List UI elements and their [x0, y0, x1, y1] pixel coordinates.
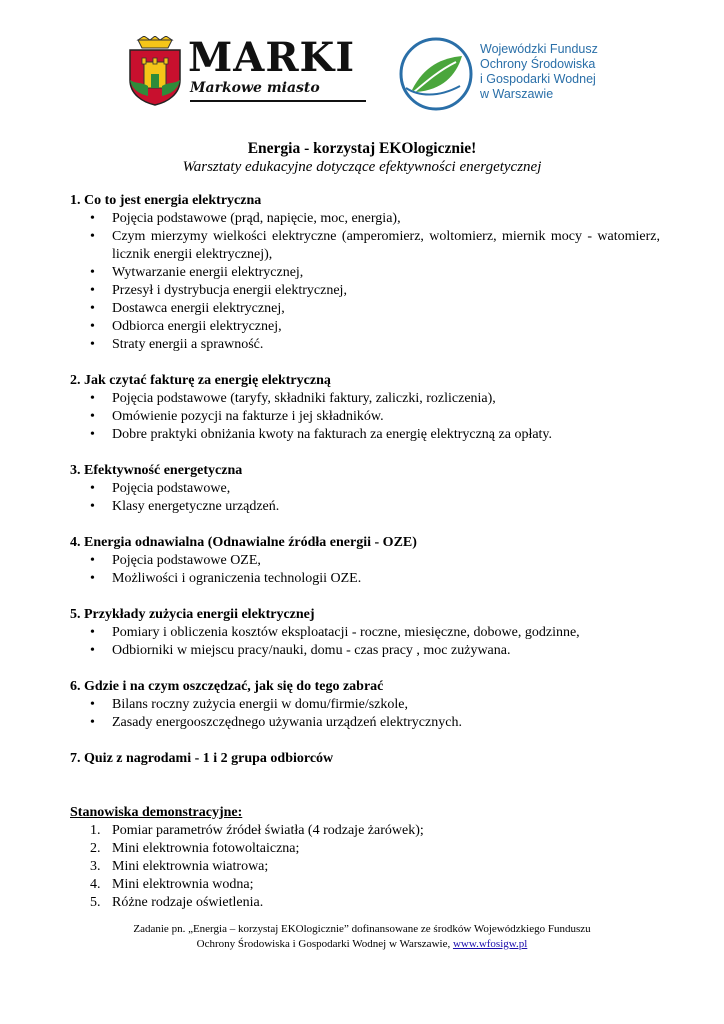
- section-2: [70, 372, 660, 444]
- bullet-list: [70, 696, 660, 732]
- section-title: 4. Energia odnawialna (Odnawialne źródła energii - OZE): [70, 535, 417, 550]
- list-item: • Zasady energooszczędnego używania urządzeń elektrycznych.: [70, 714, 660, 732]
- item-number: 3.: [90, 859, 101, 874]
- bullet-list: [70, 210, 660, 354]
- section-title: 3. Efektywność energetyczna: [70, 463, 243, 478]
- list-item: • Przesył i dystrybucja energii elektrycznej,: [70, 282, 660, 300]
- wfosigw-leaf-icon: [398, 36, 474, 112]
- list-item: • Dostawca energii elektrycznej,: [70, 300, 660, 318]
- item-text: Mini elektrownia wiatrowa;: [112, 859, 269, 874]
- list-item: • Omówienie pozycji na fakturze i jej składników.: [70, 408, 660, 426]
- list-item: [70, 840, 660, 858]
- section-title: 7. Quiz z nagrodami - 1 i 2 grupa odbiorców: [70, 751, 334, 766]
- section-7: [70, 750, 660, 768]
- list-item: • Pojęcia podstawowe,: [70, 480, 660, 498]
- item-number: 4.: [90, 877, 101, 892]
- document-content: [70, 192, 660, 912]
- wfosigw-line-4: w Warszawie: [480, 87, 554, 101]
- document-subtitle: Warsztaty edukacyjne dotyczące efektywności energetycznej: [182, 159, 542, 175]
- list-item: [70, 876, 660, 894]
- wfosigw-line-1: Wojewódzki Fundusz: [480, 42, 598, 56]
- list-item: • Bilans roczny zużycia energii w domu/firmie/szkole,: [70, 696, 660, 714]
- list-item: • Możliwości i ograniczenia technologii OZE.: [70, 570, 660, 588]
- marki-wordmark: MARKI: [188, 34, 356, 81]
- section-6: [70, 678, 660, 732]
- wfosigw-name: [480, 42, 598, 102]
- section-1: [70, 192, 660, 354]
- list-item: • Pojęcia podstawowe OZE,: [70, 552, 660, 570]
- list-item: • Odbiorca energii elektrycznej,: [70, 318, 660, 336]
- wfosigw-line-3: i Gospodarki Wodnej: [480, 72, 596, 86]
- marki-underline: [190, 100, 366, 102]
- item-number: 1.: [90, 823, 101, 838]
- item-text: Pomiar parametrów źródeł światła (4 rodzaje żarówek);: [112, 823, 424, 838]
- marki-tagline: Markowe miasto: [190, 80, 320, 96]
- bullet-list: [70, 552, 660, 588]
- list-item: [70, 858, 660, 876]
- bullet-list: [70, 480, 660, 516]
- list-item: • Wytwarzanie energii elektrycznej,: [70, 264, 660, 282]
- footer-line-2-text: Ochrony Środowiska i Gospodarki Wodnej w Warszawie,: [196, 938, 453, 950]
- list-item: • Straty energii a sprawność.: [70, 336, 660, 354]
- marki-crest-icon: [128, 36, 182, 106]
- footer-line-2: [0, 937, 724, 952]
- list-item: • Klasy energetyczne urządzeń.: [70, 498, 660, 516]
- list-item: [70, 822, 660, 840]
- document-title: Energia - korzystaj EKOlogicznie!: [247, 140, 477, 157]
- demo-stations-title: Stanowiska demonstracyjne:: [70, 805, 243, 820]
- section-title: 2. Jak czytać fakturę za energię elektryczną: [70, 373, 331, 388]
- list-item: [70, 894, 660, 912]
- footer-note: [0, 922, 724, 952]
- item-text: Mini elektrownia fotowoltaiczna;: [112, 841, 300, 856]
- item-number: 5.: [90, 895, 101, 910]
- list-item: • Pojęcia podstawowe (taryfy, składniki faktury, zaliczki, rozliczenia),: [70, 390, 660, 408]
- item-text: Mini elektrownia wodna;: [112, 877, 254, 892]
- section-title: 6. Gdzie i na czym oszczędzać, jak się do tego zabrać: [70, 679, 384, 694]
- list-item: • Dobre praktyki obniżania kwoty na fakturach za energię elektryczną za opłaty.: [70, 426, 660, 444]
- list-item: • Czym mierzymy wielkości elektryczne (amperomierz, woltomierz, miernik mocy - watomierz, licznik energii elektrycznej),: [70, 228, 660, 264]
- marki-logo: [128, 36, 368, 108]
- bullet-list: [70, 390, 660, 444]
- wfosigw-logo: [398, 36, 638, 112]
- demo-stations-list: [70, 822, 660, 912]
- bullet-list: [70, 624, 660, 660]
- section-title: 5. Przykłady zużycia energii elektrycznej: [70, 607, 315, 622]
- section-5: [70, 606, 660, 660]
- wfosigw-line-2: Ochrony Środowiska: [480, 57, 596, 71]
- section-3: [70, 462, 660, 516]
- list-item: • Pojęcia podstawowe (prąd, napięcie, moc, energia),: [70, 210, 660, 228]
- list-item: • Pomiary i obliczenia kosztów eksploatacji - roczne, miesięczne, dobowe, godzinne,: [70, 624, 660, 642]
- section-title: 1. Co to jest energia elektryczna: [70, 193, 262, 208]
- footer-line-1: Zadanie pn. „Energia – korzystaj EKOlogicznie” dofinansowane ze środków Wojewódzkiego Funduszu: [133, 923, 591, 935]
- item-number: 2.: [90, 841, 101, 856]
- wfosigw-link[interactable]: www.wfosigw.pl: [452, 938, 528, 950]
- item-text: Różne rodzaje oświetlenia.: [112, 895, 264, 910]
- section-4: [70, 534, 660, 588]
- list-item: • Odbiorniki w miejscu pracy/nauki, domu - czas pracy , moc zużywana.: [70, 642, 660, 660]
